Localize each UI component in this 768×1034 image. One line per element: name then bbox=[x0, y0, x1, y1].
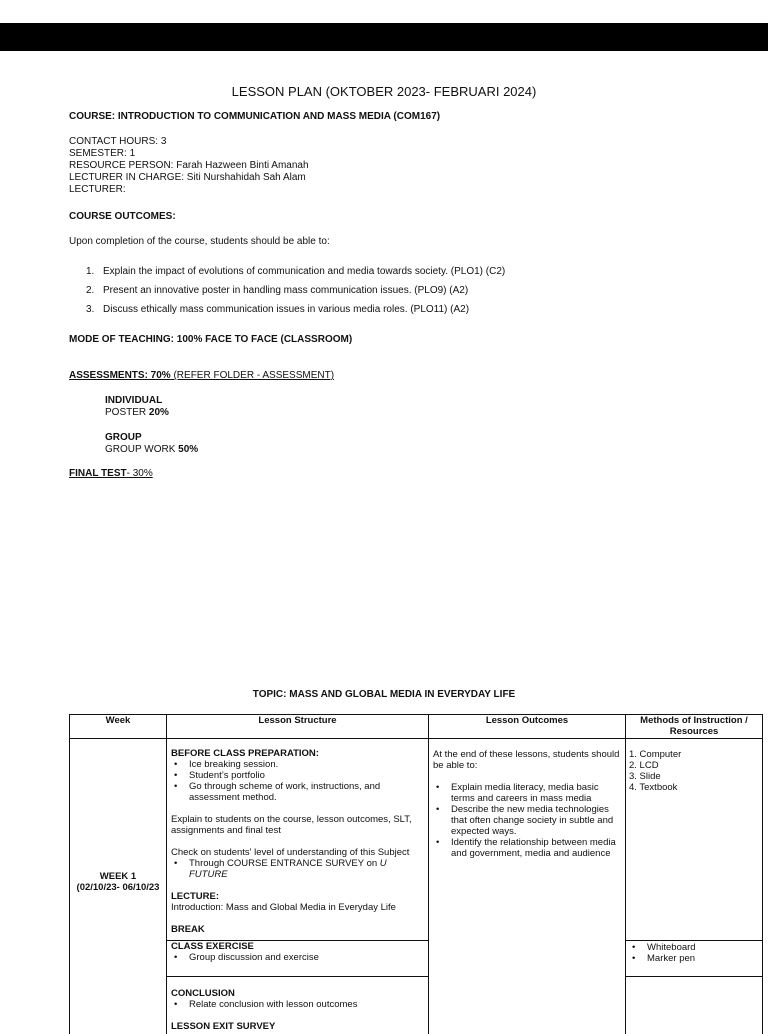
week-cell: WEEK 1 (02/10/23- 06/10/23 bbox=[76, 871, 160, 893]
course-title: COURSE: INTRODUCTION TO COMMUNICATION AND MASS MEDIA (COM167) bbox=[69, 111, 441, 122]
course-outcomes-list bbox=[69, 266, 505, 323]
list-item: • Through COURSE ENTRANCE SURVEY on U FUTURE bbox=[171, 858, 423, 880]
list-item: • Explain media literacy, media basic terms and careers in mass media bbox=[433, 782, 621, 804]
list-item: • Ice breaking session. bbox=[171, 759, 423, 770]
lesson-outcomes-cell: At the end of these lessons, students should be able to: • Explain media literacy, media basic terms and careers in mass media • Describe the new media technologies that often change society in subtle and expected ways. • Identify the relationship between media and government, media and audience bbox=[433, 749, 621, 859]
page-title: LESSON PLAN (OKTOBER 2023- FEBRUARI 2024) bbox=[231, 84, 537, 99]
resource-person: RESOURCE PERSON: Farah Hazween Binti Amanah bbox=[69, 160, 309, 171]
header-lesson-outcomes: Lesson Outcomes bbox=[485, 715, 569, 726]
lecturer: LECTURER: bbox=[69, 184, 126, 195]
header-week: Week bbox=[105, 715, 131, 726]
methods-cell: 1. Computer 2. LCD 3. Slide 4. Textbook bbox=[629, 749, 682, 793]
list-item: • Go through scheme of work, instructions, and assessment method. bbox=[171, 781, 423, 803]
final-test: FINAL TEST- 30% bbox=[69, 468, 153, 479]
list-item: 3. Discuss ethically mass communication issues in various media roles. (PLO11) (A2) bbox=[86, 304, 470, 315]
lesson-table bbox=[69, 714, 763, 1034]
methods-cell-2 bbox=[629, 942, 759, 964]
list-item: • Group discussion and exercise bbox=[171, 952, 423, 963]
lecturer-in-charge: LECTURER IN CHARGE: Siti Nurshahidah Sah Alam bbox=[69, 172, 306, 183]
list-item: • Whiteboard bbox=[629, 942, 759, 953]
course-info bbox=[69, 136, 309, 196]
course-outcomes-heading: COURSE OUTCOMES: bbox=[69, 211, 176, 222]
list-item: • Identify the relationship between media and government, media and audience bbox=[433, 837, 621, 859]
individual-assessment: INDIVIDUAL POSTER 20% bbox=[105, 395, 169, 418]
contact-hours: CONTACT HOURS: 3 bbox=[69, 136, 167, 147]
class-exercise-cell: CLASS EXERCISE • Group discussion and exercise bbox=[171, 941, 423, 963]
conclusion-cell: CONCLUSION • Relate conclusion with lesson outcomes LESSON EXIT SURVEY bbox=[171, 988, 423, 1032]
list-item: 1. Explain the impact of evolutions of communication and media towards society. (PLO1) (C2) bbox=[86, 266, 506, 277]
semester: SEMESTER: 1 bbox=[69, 148, 136, 159]
list-item: • Relate conclusion with lesson outcomes bbox=[171, 999, 423, 1010]
group-assessment: GROUP GROUP WORK 50% bbox=[105, 432, 199, 455]
u-future-link: U FUTURE bbox=[189, 858, 387, 880]
assessments-heading: ASSESSMENTS: 70% (REFER FOLDER - ASSESSMENT) bbox=[69, 370, 335, 381]
course-outcomes-intro: Upon completion of the course, students should be able to: bbox=[69, 236, 330, 247]
list-item: • Marker pen bbox=[629, 953, 759, 964]
mode-of-teaching: MODE OF TEACHING: 100% FACE TO FACE (CLASSROOM) bbox=[69, 334, 353, 345]
list-item: • Student’s portfolio bbox=[171, 770, 423, 781]
top-black-bar bbox=[0, 23, 768, 51]
header-methods: Methods of Instruction / Resources bbox=[640, 715, 748, 737]
header-lesson-structure: Lesson Structure bbox=[258, 715, 337, 726]
list-item: • Describe the new media technologies that often change society in subtle and expected ways. bbox=[433, 804, 621, 837]
lesson-structure-cell: BEFORE CLASS PREPARATION: • Ice breaking session. • Student’s portfolio • Go through scheme of work, instructions, and assessment method. Explain to students on the course, lesson outcomes, SLT, assignments and final test Check on students' level of understanding of this Subject • Through COURSE ENTRANCE SURVEY on U FUTURE LECTURE: Introduction: Mass and Global Media in Everyday Life BREAK bbox=[171, 748, 423, 935]
list-item: 2. Present an innovative poster in handling mass communication issues. (PLO9) (A2) bbox=[86, 285, 469, 296]
topic-heading: TOPIC: MASS AND GLOBAL MEDIA IN EVERYDAY LIFE bbox=[252, 689, 516, 700]
